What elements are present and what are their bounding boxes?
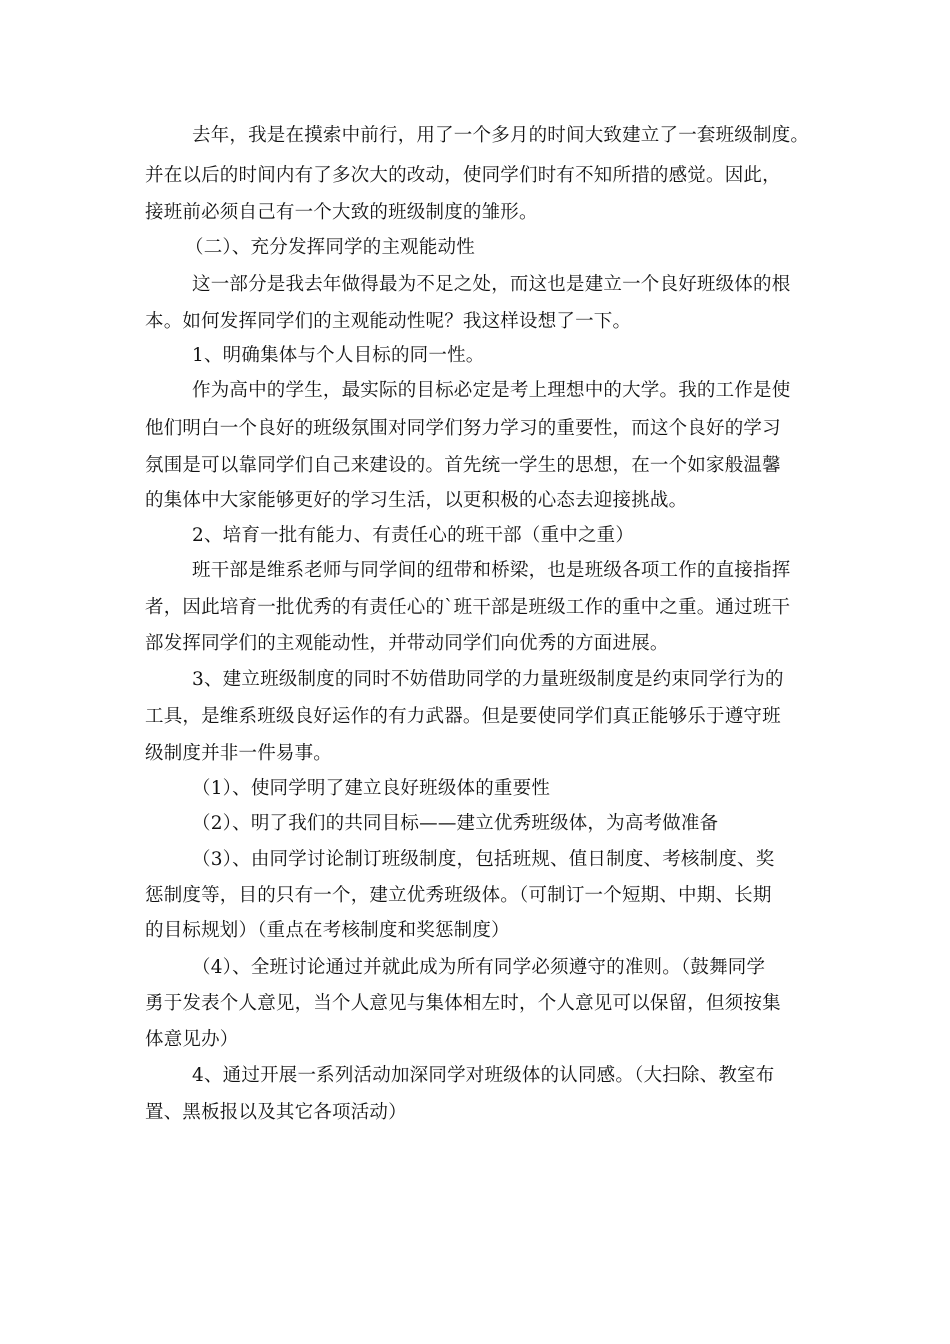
paragraph-line: 接班前必须自己有一个大致的班级制度的雏形。 bbox=[145, 202, 538, 223]
paragraph-line: 作为高中的学生，最实际的目标必定是考上理想中的大学。我的工作是使 bbox=[192, 380, 791, 401]
paragraph-line: 本。如何发挥同学们的主观能动性呢？我这样设想了一下。 bbox=[145, 311, 632, 332]
sub-list-item: （2）、明了我们的共同目标——建立优秀班级体，为高考做准备 bbox=[192, 813, 719, 834]
paragraph-line: 工具，是维系班级良好运作的有力武器。但是要使同学们真正能够乐于遵守班 bbox=[145, 706, 781, 727]
paragraph-line: 部发挥同学们的主观能动性，并带动同学们向优秀的方面进展。 bbox=[145, 633, 669, 654]
list-item-heading: 4、通过开展一系列活动加深同学对班级体的认同感。（大扫除、教室布 bbox=[192, 1065, 775, 1086]
sub-list-item: （4）、全班讨论通过并就此成为所有同学必须遵守的准则。（鼓舞同学 bbox=[192, 957, 766, 978]
paragraph-line: 并在以后的时间内有了多次大的改动，使同学们时有不知所措的感觉。因此， bbox=[145, 165, 781, 186]
paragraph-line: 氛围是可以靠同学们自己来建设的。首先统一学生的思想，在一个如家般温馨 bbox=[145, 455, 781, 476]
paragraph-line: 的集体中大家能够更好的学习生活，以更积极的心态去迎接挑战。 bbox=[145, 490, 688, 511]
paragraph-line: 体意见办） bbox=[145, 1029, 239, 1050]
paragraph-line: 勇于发表个人意见，当个人意见与集体相左时，个人意见可以保留，但须按集 bbox=[145, 993, 781, 1014]
paragraph-line: 的目标规划）（重点在考核制度和奖惩制度） bbox=[145, 920, 510, 941]
paragraph-line: 班干部是维系老师与同学间的纽带和桥梁，也是班级各项工作的直接指挥 bbox=[192, 560, 791, 581]
paragraph-line: 级制度并非一件易事。 bbox=[145, 743, 333, 764]
section-heading: （二）、充分发挥同学的主观能动性 bbox=[185, 237, 475, 258]
paragraph-line: 这一部分是我去年做得最为不足之处，而这也是建立一个良好班级体的根 bbox=[192, 274, 791, 295]
paragraph-line: 去年，我是在摸索中前行，用了一个多月的时间大致建立了一套班级制度。 bbox=[192, 125, 810, 146]
paragraph-line: 他们明白一个良好的班级氛围对同学们努力学习的重要性，而这个良好的学习 bbox=[145, 418, 781, 439]
list-item-heading: 3、建立班级制度的同时不妨借助同学的力量班级制度是约束同学行为的 bbox=[192, 669, 784, 690]
paragraph-line: 惩制度等，目的只有一个，建立优秀班级体。（可制订一个短期、中期、长期 bbox=[145, 885, 772, 906]
sub-list-item: （3）、由同学讨论制订班级制度，包括班规、值日制度、考核制度、奖 bbox=[192, 849, 775, 870]
list-item-heading: 1、明确集体与个人目标的同一性。 bbox=[192, 345, 485, 366]
paragraph-line: 置、黑板报以及其它各项活动） bbox=[145, 1102, 407, 1123]
list-item-heading: 2、培育一批有能力、有责任心的班干部（重中之重） bbox=[192, 525, 635, 546]
paragraph-line: 者，因此培育一批优秀的有责任心的`班干部是班级工作的重中之重。通过班干 bbox=[145, 597, 791, 618]
sub-list-item: （1）、使同学明了建立良好班级体的重要性 bbox=[192, 778, 551, 799]
